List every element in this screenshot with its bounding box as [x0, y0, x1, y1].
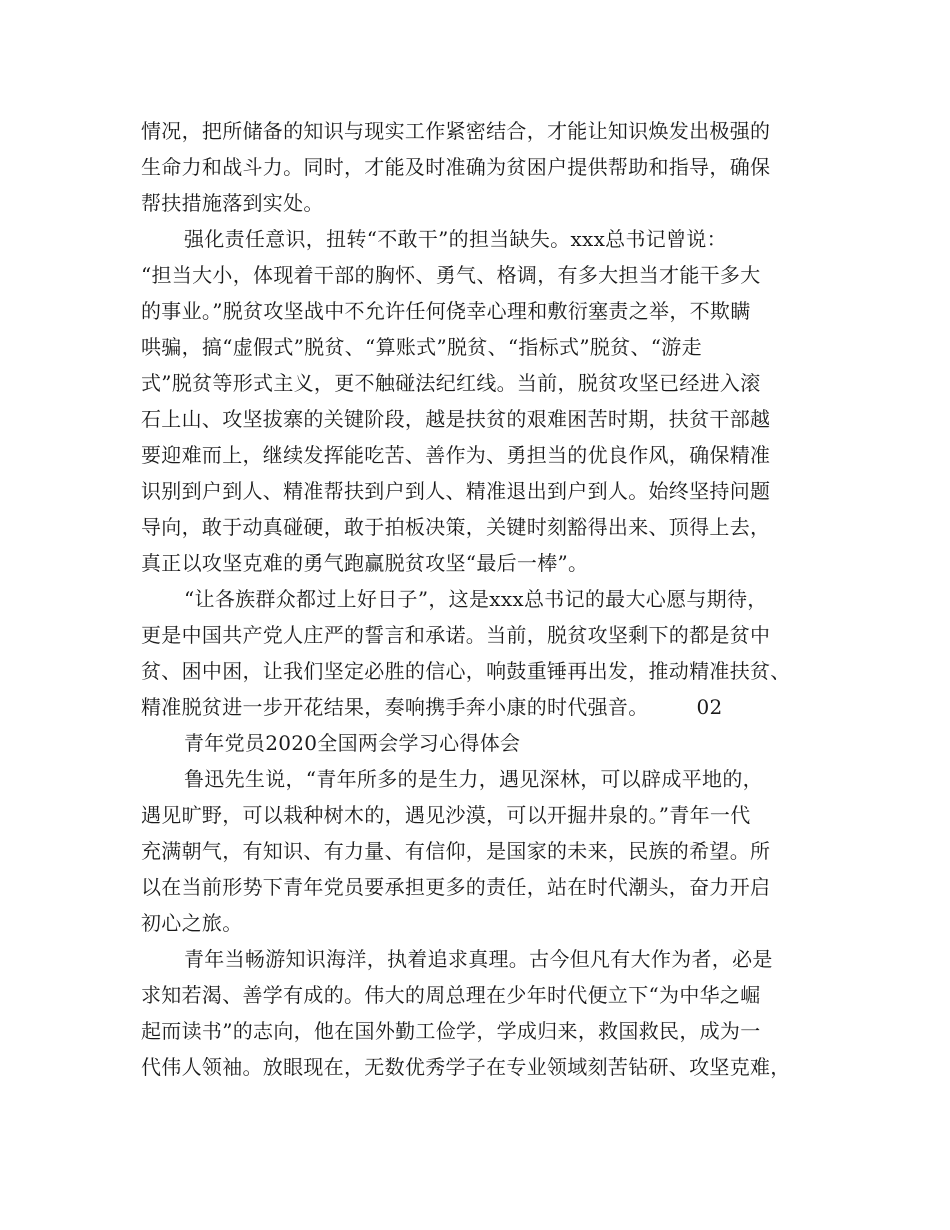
text-line: “让各族群众都过上好日子”，这是xxx总书记的最大心愿与期待，: [184, 587, 768, 611]
section-heading: 青年党员2020全国两会学习心得体会: [184, 731, 521, 755]
text-line: 真正以攻坚克难的勇气跑赢脱贫攻坚“最后一棒”。: [141, 551, 589, 575]
text-line: 贫、困中困，让我们坚定必胜的信心，响鼓重锤再出发，推动精准扶贫、: [141, 659, 791, 683]
text-line: 的事业。”脱贫攻坚战中不允许任何侥幸心理和敷衍塞责之举，不欺瞒: [141, 299, 751, 323]
text-line: 更是中国共产党人庄严的誓言和承诺。当前，脱贫攻坚剩下的都是贫中: [141, 623, 771, 647]
text-line: 起而读书”的志向，他在国外勤工俭学，学成归来，救国救民，成为一: [141, 1019, 761, 1043]
text-line: 石上山、攻坚拔寨的关键阶段，越是扶贫的艰难困苦时期，扶贫干部越: [141, 407, 771, 431]
text-line: 鲁迅先生说，“青年所多的是生力，遇见深林，可以辟成平地的，: [184, 767, 763, 791]
text-line: 哄骗，搞“虚假式”脱贫、“算账式”脱贫、“指标式”脱贫、“游走: [141, 335, 702, 359]
text-line: 生命力和战斗力。同时，才能及时准确为贫困户提供帮助和指导，确保: [141, 155, 771, 179]
text-line: 帮扶措施落到实处。: [141, 191, 324, 215]
text-line: 青年当畅游知识海洋，执着追求真理。古今但凡有大作为者，必是: [184, 947, 773, 971]
text-line-with-tag: [141, 689, 723, 725]
text-line: 要迎难而上，继续发挥能吃苦、善作为、勇担当的优良作风，确保精准: [141, 443, 771, 467]
text-line: 充满朝气，有知识、有力量、有信仰，是国家的未来，民族的希望。所: [141, 839, 771, 863]
text-line: 情况，把所储备的知识与现实工作紧密结合，才能让知识焕发出极强的: [141, 119, 771, 143]
text-line: 精准脱贫进一步开花结果，奏响携手奔小康的时代强音。: [141, 695, 649, 719]
text-line: 识别到户到人、精准帮扶到户到人、精准退出到户到人。始终坚持问题: [141, 479, 771, 503]
text-line: 式”脱贫等形式主义，更不触碰法纪红线。当前，脱贫攻坚已经进入滚: [141, 371, 761, 395]
text-line: 遇见旷野，可以栽种树木的，遇见沙漠，可以开掘井泉的。”青年一代: [141, 803, 751, 827]
text-line: 求知若渴、善学有成的。伟大的周总理在少年时代便立下“为中华之崛: [141, 983, 761, 1007]
text-line: 以在当前形势下青年党员要承担更多的责任，站在时代潮头，奋力开启: [141, 875, 771, 899]
text-line: “担当大小，体现着干部的胸怀、勇气、格调，有多大担当才能干多大: [141, 263, 761, 287]
text-line: 强化责任意识，扭转“不敢干”的担当缺失。xxx总书记曾说：: [184, 227, 727, 251]
section-number: 02: [696, 695, 723, 719]
text-line: 初心之旅。: [141, 911, 243, 935]
text-line: 导向，敢于动真碰硬，敢于拍板决策，关键时刻豁得出来、顶得上去，: [141, 515, 771, 539]
text-line: 代伟人领袖。放眼现在，无数优秀学子在专业领域刻苦钻研、攻坚克难，: [141, 1055, 791, 1079]
